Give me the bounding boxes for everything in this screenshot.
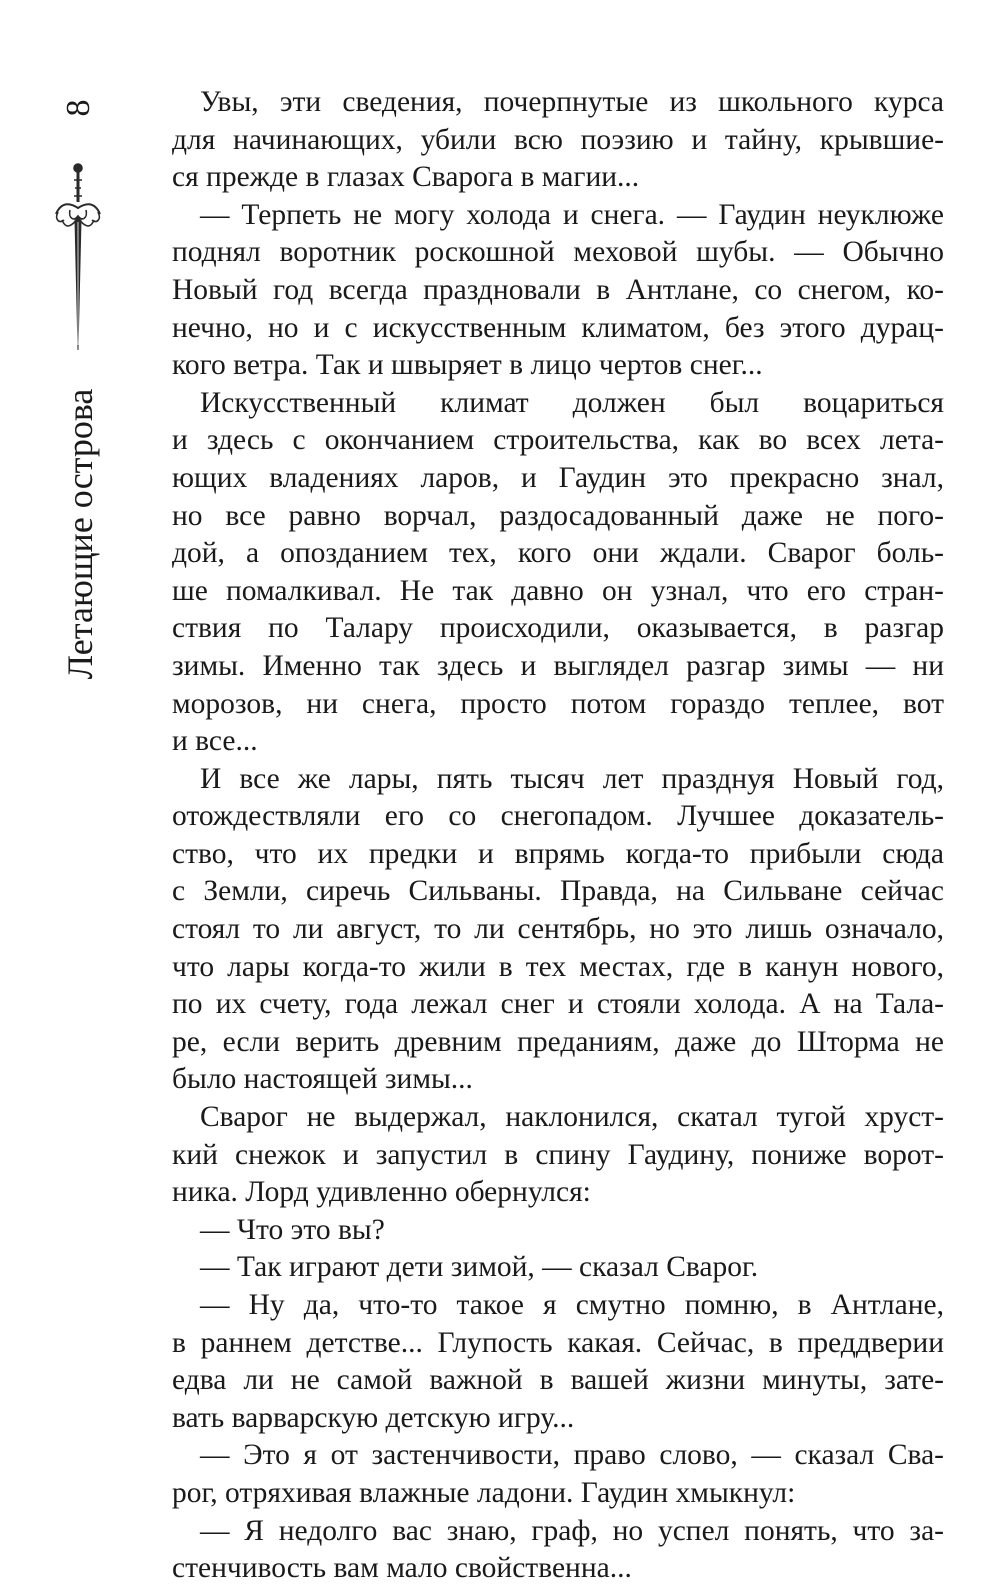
text-line: дой, а опозданием тех, кого они ждали. Сварог боль- — [172, 537, 944, 570]
text-line: и все... — [172, 725, 258, 758]
body-text — [172, 84, 944, 1588]
text-line: Увы, эти сведения, почерпнутые из школьного курса — [200, 86, 944, 118]
page-number: 8 — [60, 99, 97, 117]
text-line: нечно, но и с искусственным климатом, без этого дурац- — [172, 311, 944, 344]
text-line: Искусственный климат должен был воцариться — [200, 386, 944, 419]
text-line: с Земли, сиречь Сильваны. Правда, на Сильване сейчас — [172, 875, 944, 908]
text-line: поднял воротник роскошной меховой шубы. — Обычно — [172, 236, 944, 269]
dagger-icon — [48, 160, 108, 360]
text-line: — Я недолго вас знаю, граф, но успел понять, что за- — [200, 1514, 944, 1547]
text-line: для начинающих, убили всю поэзию и тайну, крывшие- — [172, 123, 944, 156]
text-line: и здесь с окончанием строительства, как во всех лета- — [172, 424, 944, 457]
text-line: ника. Лорд удивленно обернулся: — [172, 1176, 591, 1209]
text-line: Сварог не выдержал, наклонился, скатал тугой хруст- — [200, 1101, 944, 1134]
text-line: ющих владениях ларов, и Гаудин это прекрасно знал, — [172, 461, 944, 494]
text-line: морозов, ни снега, просто потом гораздо теплее, вот — [172, 687, 944, 720]
text-line: — Так играют дети зимой, — сказал Сварог. — [200, 1251, 759, 1284]
text-line: по их счету, года лежал снег и стояли холода. А на Тала- — [172, 988, 944, 1021]
text-line: вать варварскую детскую игру... — [172, 1401, 575, 1434]
text-line: но все равно ворчал, раздосадованный даже не пого- — [172, 499, 944, 532]
text-line: отождествляли его со снегопадом. Лучшее доказатель- — [172, 800, 944, 833]
text-line: Новый год всегда праздновали в Антлане, со снегом, ко- — [172, 273, 944, 306]
text-line: ре, если верить древним преданиям, даже до Шторма не — [172, 1025, 944, 1058]
text-line: зимы. Именно так здесь и выглядел разгар зимы — ни — [172, 649, 944, 682]
text-line: — Это я от застенчивости, право слово, — сказал Сва- — [200, 1439, 944, 1472]
text-line: рог, отряхивая влажные ладони. Гаудин хмыкнул: — [172, 1476, 796, 1509]
text-line: кого ветра. Так и швыряет в лицо чертов снег... — [172, 349, 763, 382]
text-line: в раннем детстве... Глупость какая. Сейчас, в преддверии — [172, 1326, 944, 1359]
text-line: — Что это вы? — [200, 1213, 385, 1246]
text-line: — Ну да, что-то такое я смутно помню, в Антлане, — [200, 1289, 944, 1321]
side-margin — [40, 70, 120, 680]
text-line: едва ли не самой важной в вашей жизни минуты, зате- — [172, 1364, 944, 1397]
text-line: кий снежок и запустил в спину Гаудину, пониже ворот- — [172, 1138, 944, 1171]
text-line: И все же лары, пять тысяч лет празднуя Новый год, — [200, 762, 944, 795]
text-line: ство, что их предки и впрямь когда-то прибыли сюда — [172, 837, 944, 870]
text-line: было настоящей зимы... — [172, 1063, 473, 1096]
text-line: — Терпеть не могу холода и снега. — Гаудин неуклюже — [200, 198, 944, 231]
text-line: ся прежде в глазах Сварога в магии... — [172, 161, 640, 194]
text-line: ше помалкивал. Не так давно он узнал, что его стран- — [172, 574, 944, 607]
text-line: ствия по Талару происходили, оказывается, в разгар — [172, 612, 944, 645]
text-line: стенчивость вам мало свойственна... — [172, 1552, 632, 1585]
running-title: Летающие острова — [60, 388, 100, 680]
text-line: стоял то ли август, то ли сентябрь, но это лишь означало, — [172, 913, 944, 946]
text-line: что лары когда-то жили в тех местах, где в канун нового, — [172, 950, 944, 983]
